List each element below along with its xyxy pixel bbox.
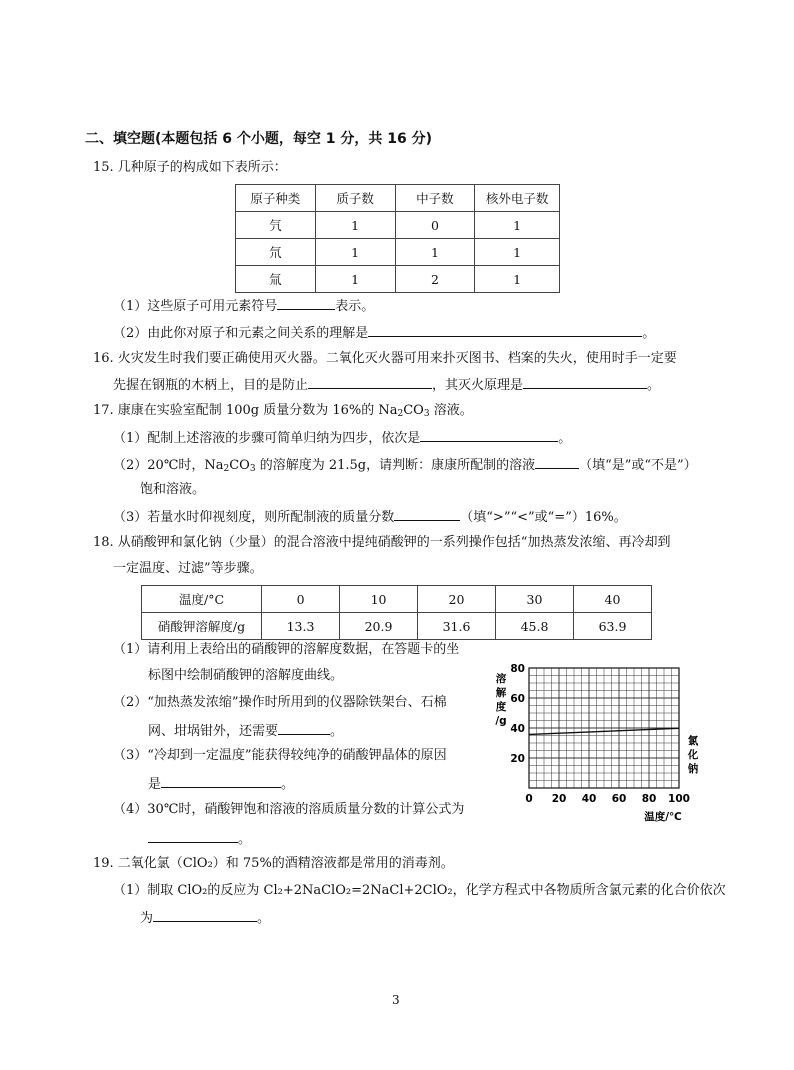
- answer-blank[interactable]: [420, 428, 558, 442]
- x-tick-label: 60: [611, 793, 627, 805]
- answer-blank[interactable]: [161, 774, 281, 788]
- table-header: 质子数: [315, 185, 395, 212]
- y-axis-label: 解: [495, 687, 507, 699]
- x-tick-label: 40: [581, 793, 597, 805]
- table-header: 中子数: [395, 185, 475, 212]
- q19-part1: （1）制取 ClO₂的反应为 Cl₂+2NaClO₂=2NaCl+2ClO₂，化学方程式中各物质所含氯元素的化合价依次: [113, 883, 726, 898]
- table-cell: 氕: [236, 212, 316, 239]
- x-tick-label: 100: [668, 793, 690, 805]
- table-cell: 1: [315, 266, 395, 293]
- q15-atom-table: [235, 184, 560, 293]
- table-cell: 氚: [236, 266, 316, 293]
- q17-part1: （1）配制上述溶液的步骤可简单归纳为四步，依次是 。: [113, 428, 571, 448]
- q16-line2: 先握在钢瓶的木柄上，目的是防止 ，其灭火原理是 。: [113, 375, 660, 395]
- table-row: [142, 586, 652, 613]
- answer-blank[interactable]: [277, 296, 335, 310]
- page-number: 3: [392, 993, 400, 1007]
- q19-stem: 19. 二氧化氯（ClO₂）和 75%的酒精溶液都是常用的消毒剂。: [93, 856, 454, 871]
- table-cell: 30: [496, 586, 574, 613]
- table-row: [142, 613, 652, 640]
- table-cell: 2: [395, 266, 475, 293]
- table-cell: 10: [340, 586, 418, 613]
- q15-stem: 15. 几种原子的构成如下表所示：: [93, 160, 287, 175]
- table-cell: 1: [475, 266, 560, 293]
- q17-stem: 17. 康康在实验室配制 100g 质量分数为 16%的 $Na_2CO_3$ 溶液。: [93, 403, 473, 419]
- q18-line2: 一定温度、过滤”等步骤。: [113, 561, 263, 576]
- x-tick-label: 20: [551, 793, 567, 805]
- q18-part4-b: 。: [148, 829, 251, 849]
- answer-blank[interactable]: [153, 908, 257, 922]
- q18-part3-b: 是 。: [148, 774, 294, 794]
- answer-blank[interactable]: [535, 455, 579, 469]
- y-tick-label: 40: [510, 723, 525, 735]
- y-axis-label: 度: [495, 701, 507, 713]
- y-axis-label: /g: [495, 715, 507, 727]
- table-cell: 1: [475, 212, 560, 239]
- table-header: 硝酸钾溶解度/g: [142, 613, 262, 640]
- answer-blank[interactable]: [394, 507, 460, 521]
- section-title: 二、填空题(本题包括 6 个小题，每空 1 分，共 16 分): [85, 131, 433, 147]
- table-cell: 13.3: [262, 613, 340, 640]
- table-cell: 40: [573, 586, 651, 613]
- q18-line1: 18. 从硝酸钾和氯化钠（少量）的混合溶液中提纯硝酸钾的一系列操作包括“加热蒸发浓缩、再冷却到: [93, 535, 671, 550]
- q17-part2: （2）20℃时，$Na_2CO_3$ 的溶解度为 21.5g，请判断：康康所配制的溶液 （填“是”或“不是”）: [113, 455, 697, 478]
- y-tick-label: 20: [510, 753, 525, 765]
- answer-blank[interactable]: [368, 323, 642, 337]
- x-axis-label: 温度/℃: [644, 811, 682, 823]
- answer-blank[interactable]: [148, 829, 238, 843]
- q15-part1: （1）这些原子可用元素符号 表示。: [113, 296, 374, 316]
- solubility-chart: [485, 660, 705, 825]
- table-cell: 20: [418, 586, 496, 613]
- q18-part4-a: （4）30℃时，硝酸钾饱和溶液的溶质质量分数的计算公式为: [113, 802, 465, 817]
- q15-part2: （2）由此你对原子和元素之间关系的理解是 。: [113, 323, 655, 343]
- y-axis-label: 溶: [495, 673, 507, 685]
- answer-blank[interactable]: [308, 375, 432, 389]
- q17-part3: （3）若量水时仰视刻度，则所配制液的质量分数 （填“>”“<”或“=”）16%。: [113, 507, 627, 527]
- table-cell: 0: [262, 586, 340, 613]
- table-header: 核外电子数: [475, 185, 560, 212]
- table-cell: 1: [315, 239, 395, 266]
- series-label: 化: [687, 749, 699, 761]
- answer-blank[interactable]: [278, 721, 330, 735]
- table-cell: 31.6: [418, 613, 496, 640]
- q18-part2-b: 网、坩埚钳外，还需要 。: [148, 721, 343, 741]
- table-cell: 63.9: [573, 613, 651, 640]
- table-row: [236, 266, 560, 293]
- q18-part1-a: （1）请利用上表给出的硝酸钾的溶解度数据，在答题卡的坐: [113, 642, 460, 657]
- q17-part2-line2: 饱和溶液。: [140, 482, 206, 497]
- q18-part1-b: 标图中绘制硝酸钾的溶解度曲线。: [148, 668, 344, 683]
- answer-blank[interactable]: [523, 375, 647, 389]
- table-header-row: [236, 185, 560, 212]
- table-cell: 氘: [236, 239, 316, 266]
- series-label: 氯: [687, 735, 699, 747]
- table-cell: 1: [475, 239, 560, 266]
- x-tick-label: 80: [641, 793, 657, 805]
- table-cell: 1: [395, 239, 475, 266]
- q18-part2-a: （2）“加热蒸发浓缩”操作时所用到的仪器除铁架台、石棉: [113, 695, 447, 710]
- table-header: 温度/°C: [142, 586, 262, 613]
- table-cell: 0: [395, 212, 475, 239]
- q16-line1: 16. 火灾发生时我们要正确使用灭火器。二氧化灭火器可用来扑灭图书、档案的失火，使用时手一定要: [93, 351, 677, 366]
- x-tick-label: 0: [525, 793, 533, 805]
- y-tick-label: 80: [510, 663, 525, 675]
- q18-solubility-table: [141, 585, 652, 640]
- table-header: 原子种类: [236, 185, 316, 212]
- q19-part1-line2: 为 。: [140, 908, 270, 928]
- table-cell: 1: [315, 212, 395, 239]
- table-row: [236, 212, 560, 239]
- table-cell: 45.8: [496, 613, 574, 640]
- q18-part3-a: （3）“冷却到一定温度”能获得较纯净的硝酸钾晶体的原因: [113, 748, 447, 763]
- table-row: [236, 239, 560, 266]
- series-label: 钠: [687, 763, 699, 775]
- y-tick-label: 60: [510, 693, 525, 705]
- table-cell: 20.9: [340, 613, 418, 640]
